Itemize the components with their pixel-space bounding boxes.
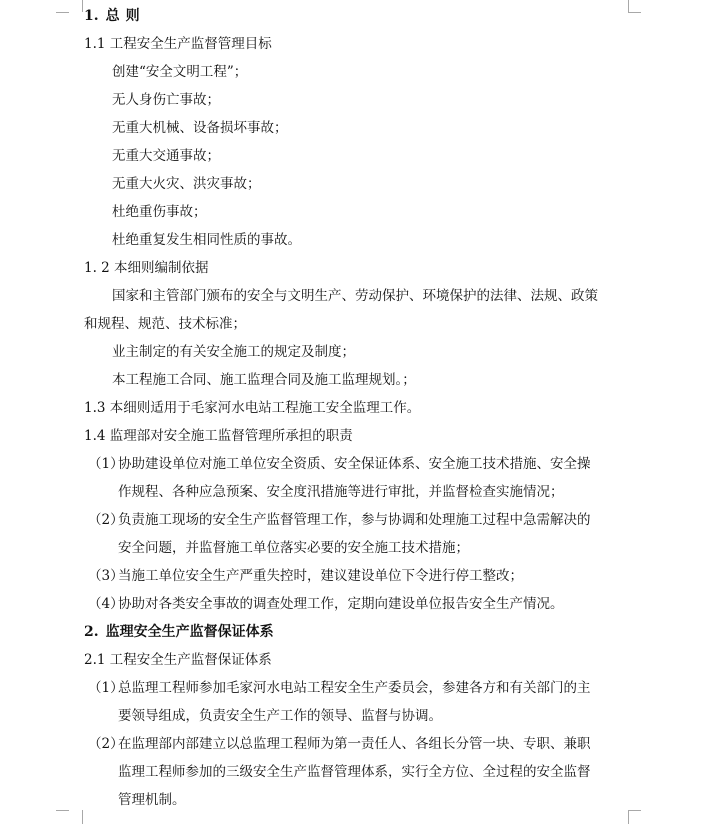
duty-line: 当施工单位安全生产严重失控时，建议建设单位下令进行停工整改； (118, 568, 523, 584)
section-1-title-part-b: 则 (125, 8, 140, 24)
duty-number: （1） (88, 456, 124, 472)
section-1-title-part-a: 总 (105, 8, 120, 24)
basis-paragraph-line: 业主制定的有关安全施工的规定及制度； (112, 344, 355, 360)
goal-item: 无重大机械、设备损坏事故； (112, 120, 288, 136)
duty-line: 负责施工现场的安全生产监督管理工作，参与协调和处理施工过程中急需解决的 (118, 512, 591, 528)
system-item-line: 监理工程师参加的三级安全生产监督管理体系，实行全方位、全过程的安全监督 (118, 764, 591, 780)
duty-number: （2） (88, 512, 124, 528)
duty-line: 协助建设单位对施工单位安全资质、安全保证体系、安全施工技术措施、安全操 (118, 456, 591, 472)
section-2-title: 监理安全生产监督保证体系 (105, 624, 274, 640)
duty-number: （4） (88, 596, 124, 612)
system-item-number: （1） (88, 680, 124, 696)
goal-item: 创建“安全文明工程”； (112, 64, 248, 80)
subsection-1-1-heading: 1.1 工程安全生产监督管理目标 (84, 36, 272, 52)
crop-mark-top-left-h (56, 0, 69, 13)
crop-mark-top-right-h (628, 0, 641, 13)
subsection-1-4-heading: 1.4 监理部对安全施工监督管理所承担的职责 (84, 428, 353, 444)
basis-paragraph-line: 国家和主管部门颁布的安全与文明生产、劳动保护、环境保护的法律、法规、政策 (112, 288, 598, 304)
system-item-line: 总监理工程师参加毛家河水电站工程安全生产委员会，参建各方和有关部门的主 (118, 680, 591, 696)
section-1-number: 1. (84, 8, 99, 24)
goal-item: 无人身伤亡事故； (112, 92, 220, 108)
crop-mark-top-left (68, 0, 83, 12)
basis-paragraph-line: 本工程施工合同、施工监理合同及施工监理规划。； (112, 372, 416, 388)
goal-item: 杜绝重复发生相同性质的事故。 (112, 232, 301, 248)
system-item-line: 要领导组成，负责安全生产工作的领导、监督与协调。 (118, 708, 442, 724)
duty-line: 安全问题，并监督施工单位落实必要的安全施工技术措施； (118, 540, 469, 556)
subsection-2-1-heading: 2.1 工程安全生产监督保证体系 (84, 652, 272, 668)
duty-line: 协助对各类安全事故的调查处理工作，定期向建设单位报告安全生产情况。 (118, 596, 564, 612)
goal-item: 无重大交通事故； (112, 148, 220, 164)
system-item-line: 管理机制。 (118, 792, 186, 808)
goal-item: 无重大火灾、洪灾事故； (112, 176, 261, 192)
section-2-number: 2. (84, 624, 99, 640)
subsection-1-3-heading: 1.3 本细则适用于毛家河水电站工程施工安全监理工作。 (84, 400, 421, 416)
subsection-1-2-heading: 1. 2 本细则编制依据 (84, 260, 209, 276)
crop-mark-bottom-right-h (628, 810, 641, 823)
section-2-heading (84, 623, 274, 641)
duty-number: （3） (88, 568, 124, 584)
crop-mark-bottom-left-h (56, 810, 69, 823)
system-item-line: 在监理部内部建立以总监理工程师为第一责任人、各组长分管一块、专职、兼职 (118, 736, 591, 752)
basis-paragraph-line: 和规程、规范、技术标准； (84, 316, 246, 332)
system-item-number: （2） (88, 736, 124, 752)
duty-line: 作规程、各种应急预案、安全度汛措施等进行审批，并监督检查实施情况； (118, 484, 564, 500)
section-1-heading (84, 7, 140, 25)
goal-item: 杜绝重伤事故； (112, 204, 207, 220)
